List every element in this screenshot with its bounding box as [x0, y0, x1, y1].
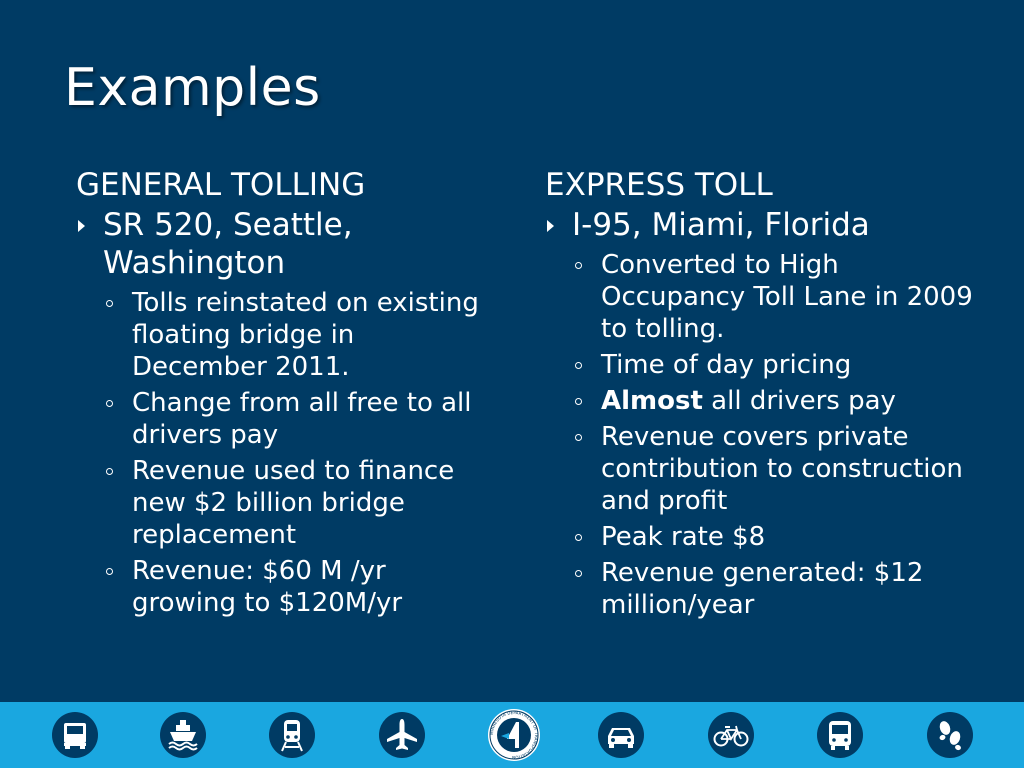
left-sub-bullet: Tolls reinstated on existing floating bridge in December 2011. — [76, 287, 496, 383]
left-sub-bullet: Revenue used to finance new $2 billion bridge replacement — [76, 455, 496, 551]
ring-bullet-icon — [575, 262, 582, 269]
right-sub-bullet: Peak rate $8 — [545, 521, 985, 553]
car-icon — [598, 712, 644, 758]
left-sub-bullet: Revenue: $60 M /yr growing to $120M/yr — [76, 555, 496, 619]
svg-text:MINNESOTA DEPARTMENT OF TRANSP: MINNESOTA DEPARTMENT OF TRANSPORTATION — [488, 709, 540, 761]
right-main-bullet-text: I-95, Miami, Florida — [572, 207, 870, 243]
right-sub-bullet: Revenue covers private contribution to construction and profit — [545, 421, 985, 517]
bullet-arrow-icon — [547, 220, 554, 232]
emphasis-text: Almost — [601, 386, 703, 416]
left-column — [76, 166, 496, 623]
train-icon — [269, 712, 315, 758]
slide-title: Examples — [64, 58, 321, 118]
ring-bullet-icon — [106, 300, 113, 307]
right-sub-bullet: Almost all drivers pay — [545, 385, 985, 417]
right-main-bullet — [545, 206, 985, 244]
right-sub-bullets — [545, 249, 985, 621]
mndot-seal-icon — [487, 708, 541, 762]
bullet-arrow-icon — [78, 220, 85, 232]
ring-bullet-icon — [106, 568, 113, 575]
right-column — [545, 166, 985, 625]
left-main-bullet — [76, 206, 496, 282]
ring-bullet-icon — [106, 400, 113, 407]
ring-bullet-icon — [575, 398, 582, 405]
right-sub-bullet: Converted to High Occupancy Toll Lane in 2009 to tolling. — [545, 249, 985, 345]
left-main-bullet-text: SR 520, Seattle, Washington — [103, 207, 353, 281]
left-sub-bullet: Change from all free to all drivers pay — [76, 387, 496, 451]
airplane-icon — [379, 712, 425, 758]
truck-icon — [52, 712, 98, 758]
ship-icon — [160, 712, 206, 758]
ring-bullet-icon — [575, 434, 582, 441]
right-sub-bullet: Time of day pricing — [545, 349, 985, 381]
bicycle-icon — [708, 712, 754, 758]
bus-icon — [817, 712, 863, 758]
right-sub-bullet: Revenue generated: $12 million/year — [545, 557, 985, 621]
ring-bullet-icon — [575, 570, 582, 577]
left-column-heading: GENERAL TOLLING — [76, 167, 366, 203]
ring-bullet-icon — [575, 362, 582, 369]
right-column-heading: EXPRESS TOLL — [545, 167, 773, 203]
ring-bullet-icon — [575, 534, 582, 541]
footprints-icon — [927, 712, 973, 758]
ring-bullet-icon — [106, 468, 113, 475]
left-sub-bullets — [76, 287, 496, 619]
